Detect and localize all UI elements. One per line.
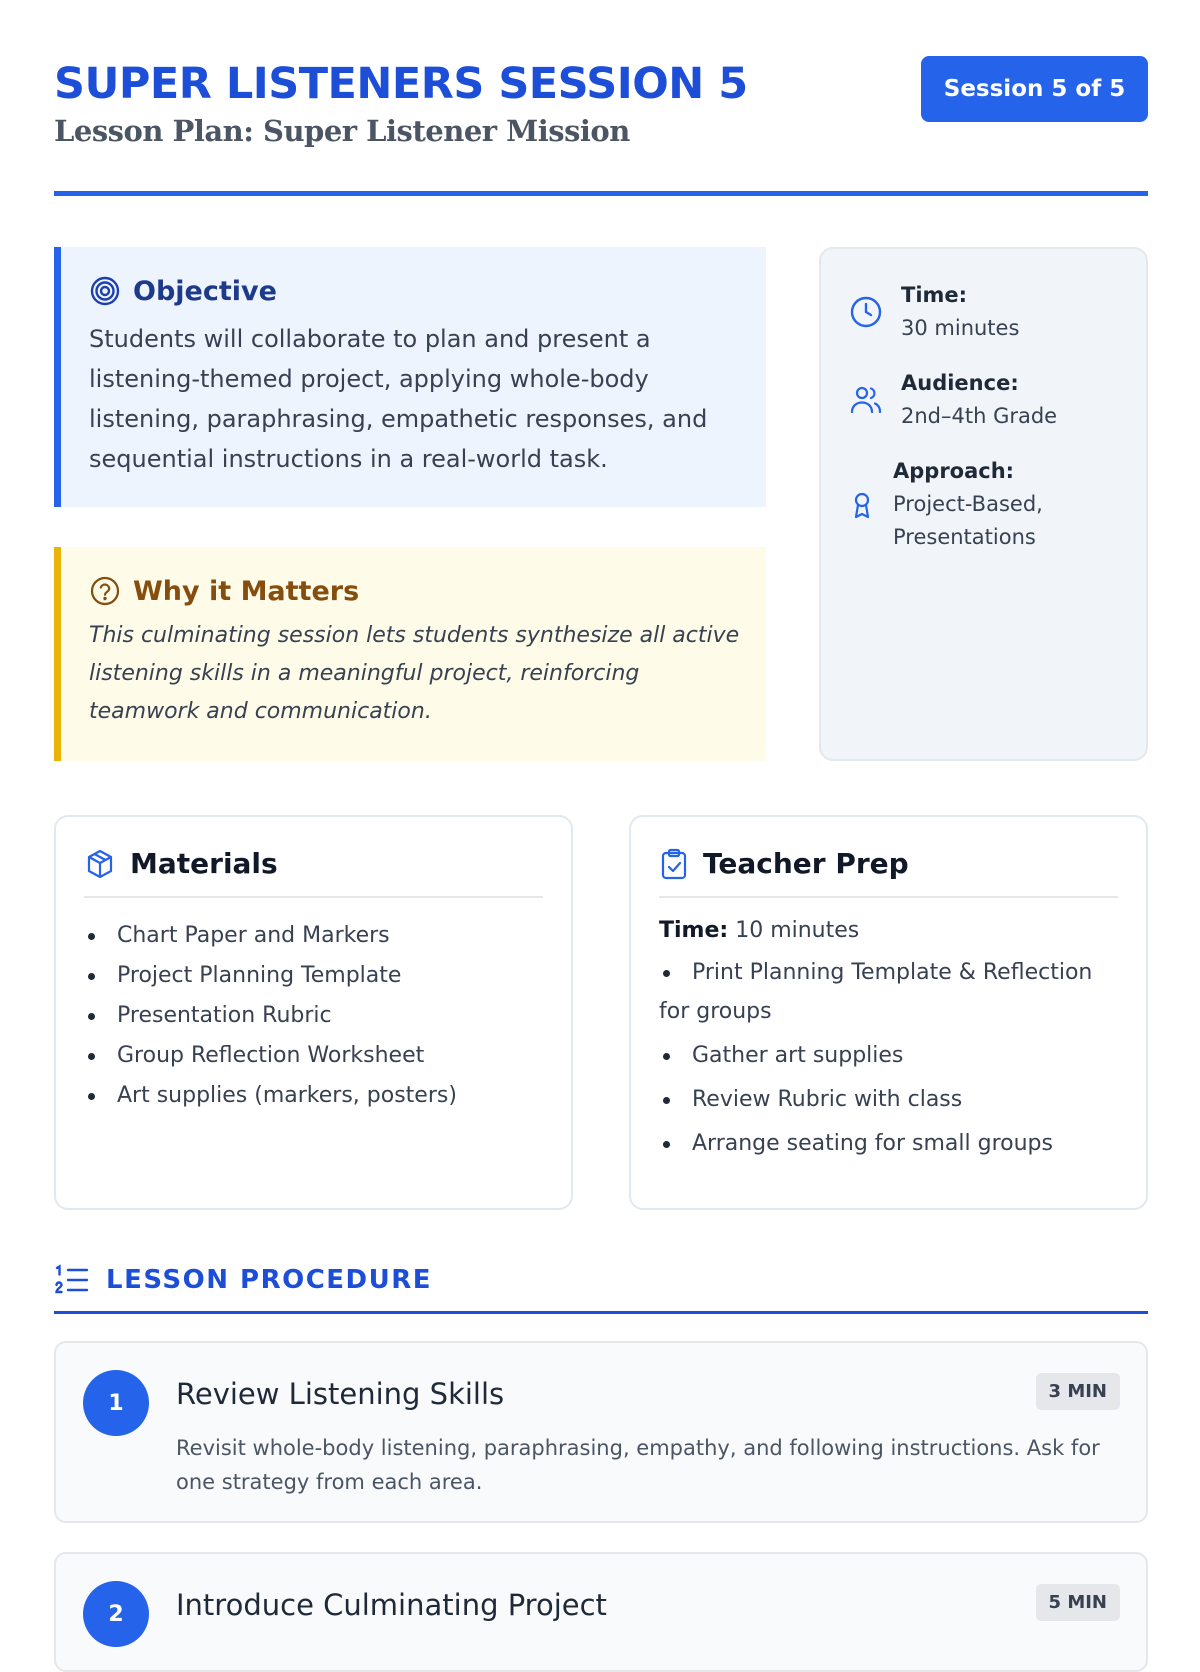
list-item: Art supplies (markers, posters): [84, 1076, 543, 1116]
info-approach-value: Project-Based, Presentations: [893, 492, 1043, 549]
teacher-prep-card: [629, 815, 1148, 1210]
info-approach-label: Approach:: [893, 459, 1015, 483]
objective-text: Students will collaborate to plan and present a listening-themed project, applying whole-body listening, paraphrasing, empathetic responses, and sequential instructions in a real-world task.: [89, 325, 708, 473]
materials-header: [84, 847, 543, 898]
procedure-heading: LESSON PROCEDURE: [106, 1265, 433, 1295]
step-time-badge: 3 MIN: [1036, 1373, 1120, 1410]
list-item: Presentation Rubric: [84, 996, 543, 1036]
info-panel: [819, 247, 1148, 761]
step-title: Review Listening Skills: [176, 1377, 505, 1411]
info-time-label: Time:: [901, 283, 968, 307]
prep-time-value: 10 minutes: [735, 918, 860, 943]
materials-card: [54, 815, 573, 1210]
info-time-value: 30 minutes: [901, 316, 1020, 340]
list-item: Chart Paper and Markers: [84, 916, 543, 956]
objective-box: [54, 247, 766, 507]
info-audience: [849, 367, 1146, 433]
teacher-prep-list: [659, 953, 1118, 1163]
session-badge: Session 5 of 5: [921, 56, 1148, 122]
clipboard-check-icon: [659, 848, 689, 880]
why-text: This culminating session lets students synthesize all active listening skills in a meaningful project, reinforcing teamwork and communication.: [89, 623, 740, 724]
teacher-prep-header: [659, 847, 1118, 898]
why-heading: Why it Matters: [133, 575, 360, 607]
list-item: Project Planning Template: [84, 956, 543, 996]
info-approach: [849, 455, 1146, 554]
prep-time-label: Time:: [659, 918, 729, 943]
list-item: Review Rubric with class: [659, 1080, 1118, 1119]
award-ribbon-icon: [849, 488, 875, 522]
info-time: [849, 279, 1146, 345]
why-box: [54, 547, 766, 761]
list-item: Print Planning Template & Reflection for groups: [659, 953, 1118, 1031]
step-time-badge: 5 MIN: [1036, 1584, 1120, 1621]
objective-header: [89, 275, 742, 307]
procedure-step: [54, 1341, 1148, 1523]
procedure-header: [54, 1262, 1148, 1314]
list-item: Group Reflection Worksheet: [84, 1036, 543, 1076]
page-header: [54, 56, 1148, 196]
page-subtitle: Lesson Plan: Super Listener Mission: [54, 114, 630, 148]
target-icon: [89, 275, 121, 307]
list-item: Arrange seating for small groups: [659, 1124, 1118, 1163]
question-circle-icon: [89, 575, 121, 607]
step-description: Revisit whole-body listening, paraphrasing, empathy, and following instructions. Ask for one strategy from each area.: [176, 1436, 1100, 1494]
clock-icon: [849, 295, 883, 329]
info-audience-label: Audience:: [901, 371, 1019, 395]
step-number: 2: [83, 1581, 149, 1647]
materials-list: [84, 916, 543, 1116]
step-number: 1: [83, 1370, 149, 1436]
why-header: [89, 575, 742, 607]
step-title: Introduce Culminating Project: [176, 1588, 607, 1622]
page-title: SUPER LISTENERS SESSION 5: [54, 59, 748, 109]
numbered-list-icon: [54, 1262, 90, 1298]
package-icon: [84, 848, 116, 880]
prep-time: [659, 918, 1118, 943]
procedure-step: [54, 1552, 1148, 1672]
teacher-prep-heading: Teacher Prep: [703, 847, 909, 880]
users-icon: [849, 383, 883, 417]
objective-heading: Objective: [133, 275, 277, 307]
list-item: Gather art supplies: [659, 1036, 1118, 1075]
materials-heading: Materials: [130, 847, 278, 880]
info-audience-value: 2nd–4th Grade: [901, 404, 1058, 428]
